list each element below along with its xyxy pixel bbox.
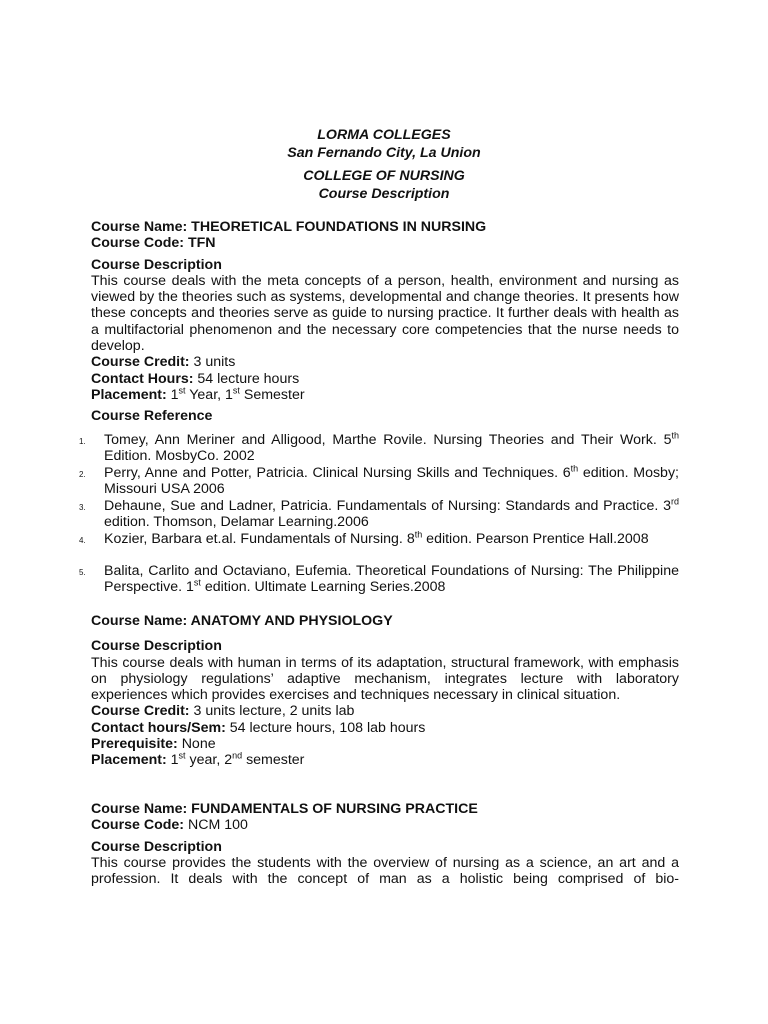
course1-contact-hours-line: Contact Hours: 54 lecture hours — [91, 370, 300, 387]
course3-code-line: Course Code: NCM 100 — [91, 817, 248, 834]
course3-name: FUNDAMENTALS OF NURSING PRACTICE — [191, 801, 478, 817]
course1-placement-line: Placement: 1st Year, 1st Semester — [91, 385, 305, 403]
course3-code: NCM 100 — [187, 817, 248, 834]
course3-description: This course provides the students with the overview of nursing as a science, an art and a profession. It deals with the concept of man as a holistic being comprised of bio- — [91, 854, 679, 888]
reference-item: 2. Perry, Anne and Potter, Patricia. Clinical Nursing Skills and Techniques. 6th edition. Mosby; Missouri USA 2006 — [79, 463, 679, 498]
course1-code: TFN — [187, 235, 216, 252]
course1-reference-heading: Course Reference — [91, 408, 213, 425]
reference-item: 3. Dehaune, Sue and Ladner, Patricia. Fundamentals of Nursing: Standards and Practice. 3rd edition. Thomson, Delamar Learning.2006 — [79, 496, 679, 531]
course2-description: This course deals with human in terms of its adaptation, structural framework, with emphasis on physiology regulations’ adaptive mechanism, integrates lecture with laboratory experiences which provides exercises and techniques necessary in clinical situation. — [91, 654, 679, 704]
course3-section — [91, 801, 679, 887]
course1-credit: 3 units — [193, 354, 236, 371]
course3-description-heading: Course Description — [91, 838, 222, 855]
course2-name-line: Course Name: ANATOMY AND PHYSIOLOGY — [91, 613, 393, 629]
course2-name: ANATOMY AND PHYSIOLOGY — [190, 613, 393, 629]
reference-item: 5. Balita, Carlito and Octaviano, Eufemia. Theoretical Foundations of Nursing: The Philippine Perspective. 1st edition. Ultimate Learning Series.2008 — [79, 563, 679, 596]
reference-item: 1. Tomey, Ann Meriner and Alligood, Marthe Rovile. Nursing Theories and Their Work. 5th Edition. MosbyCo. 2002 — [79, 430, 679, 465]
document-subtitle: Course Description — [318, 186, 450, 202]
course1-credit-line: Course Credit: 3 units — [91, 354, 236, 371]
course1-contact-hours: 54 lecture hours — [197, 370, 300, 387]
course2-credit: 3 units lecture, 2 units lab — [193, 703, 355, 720]
course2-placement-line: Placement: 1st year, 2nd semester — [91, 750, 305, 769]
course1-name: THEORETICAL FOUNDATIONS IN NURSING — [191, 219, 487, 235]
course2-credit-line: Course Credit: 3 units lecture, 2 units lab — [91, 703, 355, 720]
reference-item: 4. Kozier, Barbara et.al. Fundamentals of Nursing. 8th edition. Pearson Prentice Hall.2008 — [79, 529, 649, 547]
college-location: San Fernando City, La Union — [287, 145, 481, 161]
department-name: COLLEGE OF NURSING — [303, 168, 465, 184]
course1-description-heading: Course Description — [91, 256, 222, 273]
course2-prerequisite: None — [181, 736, 216, 753]
course2-prerequisite-line: Prerequisite: None — [91, 736, 216, 753]
course3-name-line: Course Name: FUNDAMENTALS OF NURSING PRACTICE — [91, 801, 478, 817]
college-name: LORMA COLLEGES — [317, 127, 451, 143]
course1-description: This course deals with the meta concepts of a person, health, environment and nursing as viewed by the theories such as systems, developmental and change theories. It presents how these concepts and theories serve as guide to nursing practice. It further deals with health as a multifactorial phenomenon and the necessary core competencies that the nurse needs to develop. — [91, 272, 679, 355]
course1-code-line: Course Code: TFN — [91, 235, 216, 252]
course2-contact-hours-line: Contact hours/Sem: 54 lecture hours, 108 lab hours — [91, 719, 426, 736]
course2-description-heading: Course Description — [91, 638, 222, 655]
course1-name-line: Course Name: THEORETICAL FOUNDATIONS IN NURSING — [91, 219, 487, 235]
course1-section — [91, 219, 679, 425]
course2-section — [91, 613, 679, 769]
course2-contact-hours: 54 lecture hours, 108 lab hours — [229, 719, 426, 736]
